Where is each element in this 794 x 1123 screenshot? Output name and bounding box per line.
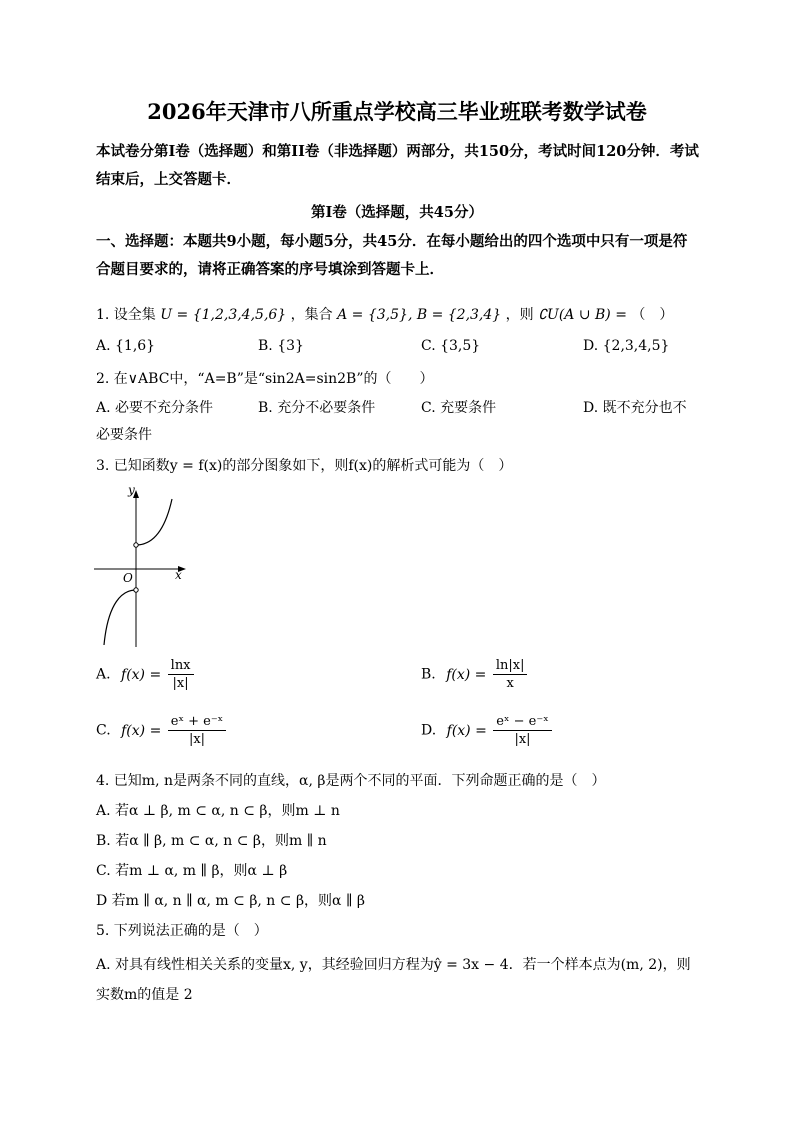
intro-text: 本试卷分第I卷（选择题）和第II卷（非选择题）两部分，共150分，考试时间120分钟．考试结束后，上交答题卡． xyxy=(96,143,699,188)
open-point-upper xyxy=(134,543,138,547)
q3-c-fraction xyxy=(168,714,226,747)
question-2-stem: 2. 在∨ABC中，“A=B”是“sin2A=sin2B”的（ ） xyxy=(96,371,434,387)
q3-b-numerator: ln|x| xyxy=(493,658,528,675)
q3-option-a xyxy=(96,658,194,691)
q3-b-fraction xyxy=(493,658,528,691)
q3-c-numerator: eˣ + e⁻ˣ xyxy=(168,714,226,731)
q2-option-d-continuation: 必要条件 xyxy=(96,427,152,443)
y-axis-label: y xyxy=(128,485,135,497)
curve-left-branch xyxy=(104,590,136,645)
origin-label: O xyxy=(123,571,133,585)
q3-d-fraction xyxy=(493,714,551,747)
q1-universal-set: U = {1,2,3,4,5,6} xyxy=(160,307,287,323)
q3-a-label: A. xyxy=(96,666,111,683)
q3-option-c xyxy=(96,714,226,747)
q1-text-b: ，集合 xyxy=(290,307,333,323)
section-1-instructions xyxy=(96,228,701,284)
q5-option-a-line2: 实数m的值是 2 xyxy=(96,987,193,1003)
q4-option-d: D 若m ∥ α, n ∥ α, m ⊂ β, n ⊂ β，则α ∥ β xyxy=(96,893,365,909)
q3-d-numerator: eˣ − e⁻ˣ xyxy=(493,714,551,731)
q1-sets-ab: A = {3,5}, B = {2,3,4} xyxy=(337,307,502,323)
instructions-text: 一、选择题：本题共9小题，每小题5分，共45分．在每小题给出的四个选项中只有一项是符合题目要求的，请将正确答案的序号填涂到答题卡上． xyxy=(96,233,688,278)
exam-title: 2026年天津市八所重点学校高三毕业班联考数学试卷 xyxy=(147,99,647,124)
q3-option-b xyxy=(421,658,527,691)
curve-right-branch xyxy=(136,499,172,545)
q3-d-lhs: f(x) = xyxy=(446,722,487,739)
q3-d-label: D. xyxy=(421,722,437,739)
question-3-stem: 3. 已知函数y = f(x)的部分图象如下，则f(x)的解析式可能为（ ） xyxy=(96,458,513,474)
q1-option-d: D. {2,3,4,5} xyxy=(583,338,670,354)
function-graph xyxy=(92,485,202,650)
q4-option-b: B. 若α ∥ β, m ⊂ α, n ⊂ β，则m ∥ n xyxy=(96,833,327,849)
q3-a-fraction xyxy=(168,658,194,691)
q3-d-denominator: |x| xyxy=(514,732,531,747)
q3-a-numerator: lnx xyxy=(168,658,194,675)
q3-b-denominator: x xyxy=(506,676,514,691)
q1-text-a: 1. 设全集 xyxy=(96,307,156,323)
q3-a-lhs: f(x) = xyxy=(121,666,162,683)
q1-option-c: C. {3,5} xyxy=(421,338,481,354)
q3-b-lhs: f(x) = xyxy=(446,666,487,683)
open-point-lower xyxy=(134,588,138,592)
q3-c-lhs: f(x) = xyxy=(121,722,162,739)
q1-complement: ∁U(A ∪ B) = xyxy=(538,307,627,323)
exam-intro xyxy=(96,138,701,194)
q2-option-b: B. 充分不必要条件 xyxy=(258,400,376,416)
x-axis-label: x xyxy=(175,568,182,582)
q5-option-a-line1: A. 对具有线性相关关系的变量x, y，其经验回归方程为ŷ = 3x − 4．若一个样本点为(m, 2)，则 xyxy=(96,957,691,973)
q1-text-c: ，则 xyxy=(505,307,534,323)
section-1-title: 第I卷（选择题，共45分） xyxy=(311,204,483,221)
q2-option-c: C. 充要条件 xyxy=(421,400,497,416)
question-5-stem: 5. 下列说法正确的是（ ） xyxy=(96,923,268,939)
q3-c-denominator: |x| xyxy=(188,732,206,747)
q1-option-a: A. {1,6} xyxy=(96,338,156,354)
question-4-stem: 4. 已知m, n是两条不同的直线，α, β是两个不同的平面．下列命题正确的是（ ） xyxy=(96,773,606,789)
q3-c-label: C. xyxy=(96,722,111,739)
question-1-stem xyxy=(96,304,673,324)
q4-option-c: C. 若m ⊥ α, m ∥ β，则α ⊥ β xyxy=(96,863,288,879)
q1-option-b: B. {3} xyxy=(258,338,304,354)
q3-option-d xyxy=(421,714,552,747)
q4-option-a: A. 若α ⊥ β, m ⊂ α, n ⊂ β，则m ⊥ n xyxy=(96,803,340,819)
q2-option-d: D. 既不充分也不 xyxy=(583,400,687,416)
q3-b-label: B. xyxy=(421,666,436,683)
q3-a-denominator: |x| xyxy=(172,676,189,691)
q2-option-a: A. 必要不充分条件 xyxy=(96,400,214,416)
q1-blank: （ ） xyxy=(631,307,674,323)
